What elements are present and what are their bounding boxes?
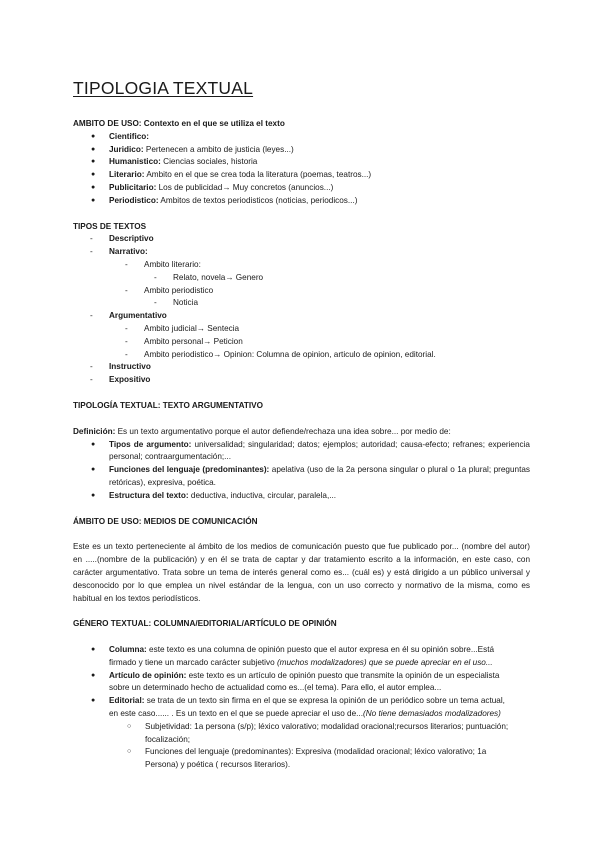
list-item: ● Cientifico: [91,131,530,144]
list-item: ○ Funciones del lenguaje (predominantes): Expresiva (modalidad oracional; léxico valorativo; 1a Persona) y poética ( recursos literarios). [127,746,516,772]
list-item: ● Columna: este texto es una columna de opinión puesto que el autor expresa en él su opinión sobre...Está firmado y tiene un marcado carácter subjetivo (muchos modalizadores) que se puede apreciar en el uso... [91,644,516,670]
list-item: - Expositivo [90,374,530,387]
list-item: - Instructivo [90,361,530,374]
tipologia-list [73,439,530,503]
list-item: - Noticia [154,297,530,310]
ambito-uso-heading: AMBITO DE USO: Contexto en el que se utiliza el texto [73,119,285,128]
list-item: ● Editorial: se trata de un texto sin firma en el que se expresa la opinión de un periódico sobre un tema actual, en este caso...... . Es un texto en el que se puede apreciar el uso de...(No tiene demasiados modalizadores) ○ Subjetividad: 1a persona (s/p); léxico valorativo; modalidad oracional;recursos literarios; puntuación; focalización; ○ Funciones del lenguaje (predominantes): Expresiva (modalidad oracional; léxico valorativo; 1a Persona) y poética ( recursos literarios). [91,695,516,772]
list-item: - Ambito literario: - Relato, novela→ Genero [125,259,530,285]
list-item: - Argumentativo - Ambito judicial→ Sentecia - Ambito personal→ Peticion - Ambito periodistico→ Opinion: Columna de opinion, articulo de opinion, editorial. [90,310,530,361]
list-item: ○ Subjetividad: 1a persona (s/p); léxico valorativo; modalidad oracional;recursos literarios; puntuación; focalización; [127,721,516,747]
list-item: ● Juridico: Pertenecen a ambito de justicia (leyes...) [91,144,530,157]
page-title: TIPOLOGIA TEXTUAL [73,78,254,98]
list-item: ● Funciones del lenguaje (predominantes): apelativa (uso de la 2a persona singular o plural o 1a plural; preguntas retóricas), expresiva, poética. [91,464,530,490]
tipologia-heading: TIPOLOGÍA TEXTUAL: TEXTO ARGUMENTATIVO [73,400,263,410]
tipos-list [73,233,530,387]
medios-heading: ÁMBITO DE USO: MEDIOS DE COMUNICACIÓN [73,516,258,526]
list-item: - Ambito judicial→ Sentecia [125,323,530,336]
genero-heading: GÉNERO TEXTUAL: COLUMNA/EDITORIAL/ARTÍCULO DE OPINIÓN [73,619,337,629]
list-item: ● Periodistico: Ambitos de textos periodisticos (noticias, periodicos...) [91,195,530,208]
genero-list [73,644,530,772]
list-item: - Relato, novela→ Genero [154,272,530,285]
list-item: ● Tipos de argumento: universalidad; singularidad; datos; ejemplos; autoridad; causa-efecto; refranes; experiencia personal; contraargumentación;... [91,439,530,465]
tipos-heading: TIPOS DE TEXTOS [73,221,147,231]
list-item: - Ambito periodistico→ Opinion: Columna de opinion, articulo de opinion, editorial. [125,349,530,362]
list-item: - Ambito periodistico - Noticia [125,285,530,311]
list-item: ● Humanistico: Ciencias sociales, historia [91,156,530,169]
list-item: - Descriptivo [90,233,530,246]
list-item: ● Estructura del texto: deductiva, inductiva, circular, paralela,... [91,490,530,503]
list-item: - Ambito personal→ Peticion [125,336,530,349]
ambito-uso-list [73,131,530,208]
list-item: ● Publicitario: Los de publicidad→ Muy concretos (anuncios...) [91,182,530,195]
definicion: Definición: Es un texto argumentativo porque el autor defiende/rechaza una idea sobre... por medio de: [73,426,451,436]
list-item: ● Literario: Ambito en el que se crea toda la literatura (poemas, teatros...) [91,169,530,182]
list-item: ● Artículo de opinión: este texto es un artículo de opinión puesto que transmite la opinión de un especialista sobre un determinado hecho de actualidad como es...(el tema). Para ello, el autor emplea... [91,670,516,696]
medios-paragraph: Este es un texto perteneciente al ámbito de los medios de comunicación puesto que fue publicado por... (nombre del autor) en .....(nombre de la publicación) y en él se trata de captar y dar tratamiento escrito a la información, en este caso, con carácter argumentativo. Trata sobre un tema de interés general como es... (cuál es) y está dirigido a un público universal y desconocido por lo que emplea un nivel estándar de la lengua, con un uso correcto y normativo de la misma, como es habitual en los textos periodísticos. [73,542,530,603]
list-item: - Narrativo: - Ambito literario: - Relato, novela→ Genero - Ambito periodistico - Noticia [90,246,530,310]
